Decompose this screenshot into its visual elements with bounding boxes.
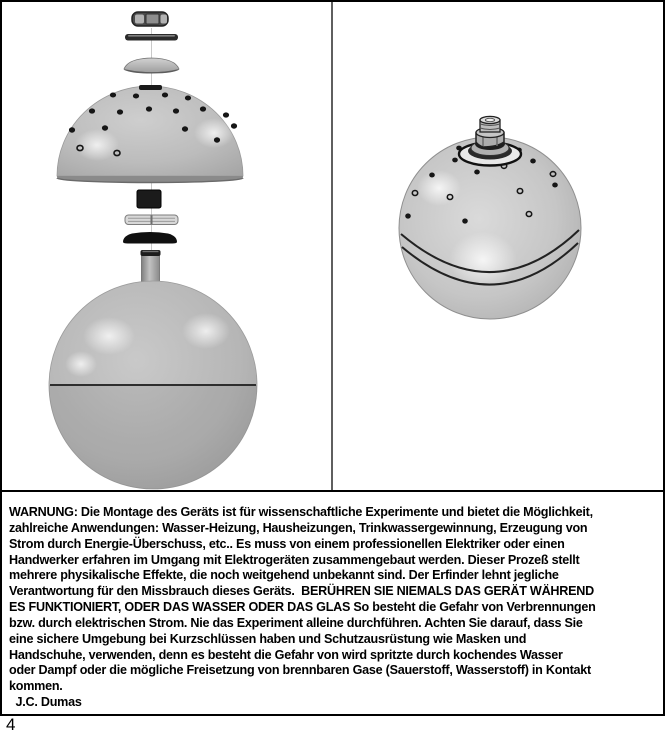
exploded-view-figure xyxy=(2,2,331,491)
assembled-sphere xyxy=(399,116,581,319)
threaded-disk-part xyxy=(125,215,178,225)
warning-line: WARNUNG: Die Montage des Geräts ist für wissenschaftliche Experimente und bietet die Möglichkeit, xyxy=(9,505,593,519)
perforated-dome-part xyxy=(57,85,243,183)
warning-line: ES FUNKTIONIERT, ODER DAS WASSER ODER DAS GLAS So besteht die Gefahr von Verbrennungen xyxy=(9,600,596,615)
electrode-stem-part xyxy=(141,250,161,286)
warning-line: Handwerker erfahren im Umgang mit Elektrogeräten zusammengebaut werden. Dieser Prozeß stellt xyxy=(9,552,580,567)
warning-line: mehrere physikalische Effekte, die noch weitgehend unbekannt sind. Der Erfinder lehnt jegliche xyxy=(9,568,559,583)
warning-line: Handschuhe, verwenden, denn es besteht die Gefahr von wird spritzte durch kochendes Wasser xyxy=(9,647,563,662)
top-nut-part xyxy=(132,12,168,26)
warning-line: zahlreiche Anwendungen: Wasser-Heizung, Hausheizungen, Trinkwassergewinnung, Erzeugung von xyxy=(9,520,588,535)
insulator-block-part xyxy=(137,190,161,208)
warning-line: kommen. xyxy=(9,679,63,694)
panel-divider xyxy=(331,2,333,491)
sphere-body xyxy=(49,281,257,489)
warning-line: oder Dampf oder die mögliche Freisetzung von brennbaren Gase (Sauerstoff, Wasserstoff) in Kontakt xyxy=(9,663,591,678)
dome-apex-hole xyxy=(139,85,162,90)
warning-line: Verantwortung für den Missbrauch dieses Geräts. BERÜHREN SIE NIEMALS DAS GERÄT WÄHREND xyxy=(9,584,594,599)
warning-line: eine sichere Umgebung bei Kurzschlüssen haben und Schutzausrüstung wie Masken und xyxy=(9,631,527,646)
warning-line: bzw. durch elektrischen Strom. Nie das Experiment alleine durchführen. Achten Sie darauf, dass Sie xyxy=(9,615,583,630)
author-signature: J.C. Dumas xyxy=(9,695,82,710)
warning-line: Strom durch Energie-Überschuss, etc.. Es muss von einem professionellen Elektriker oder einen xyxy=(9,536,565,551)
warning-text-box xyxy=(0,490,665,716)
gasket-washer-part xyxy=(123,232,177,244)
assembled-device-figure xyxy=(333,2,665,491)
page-number: 4 xyxy=(6,715,16,734)
cap-disk-part xyxy=(125,34,178,41)
lid-disk-part xyxy=(124,58,179,74)
